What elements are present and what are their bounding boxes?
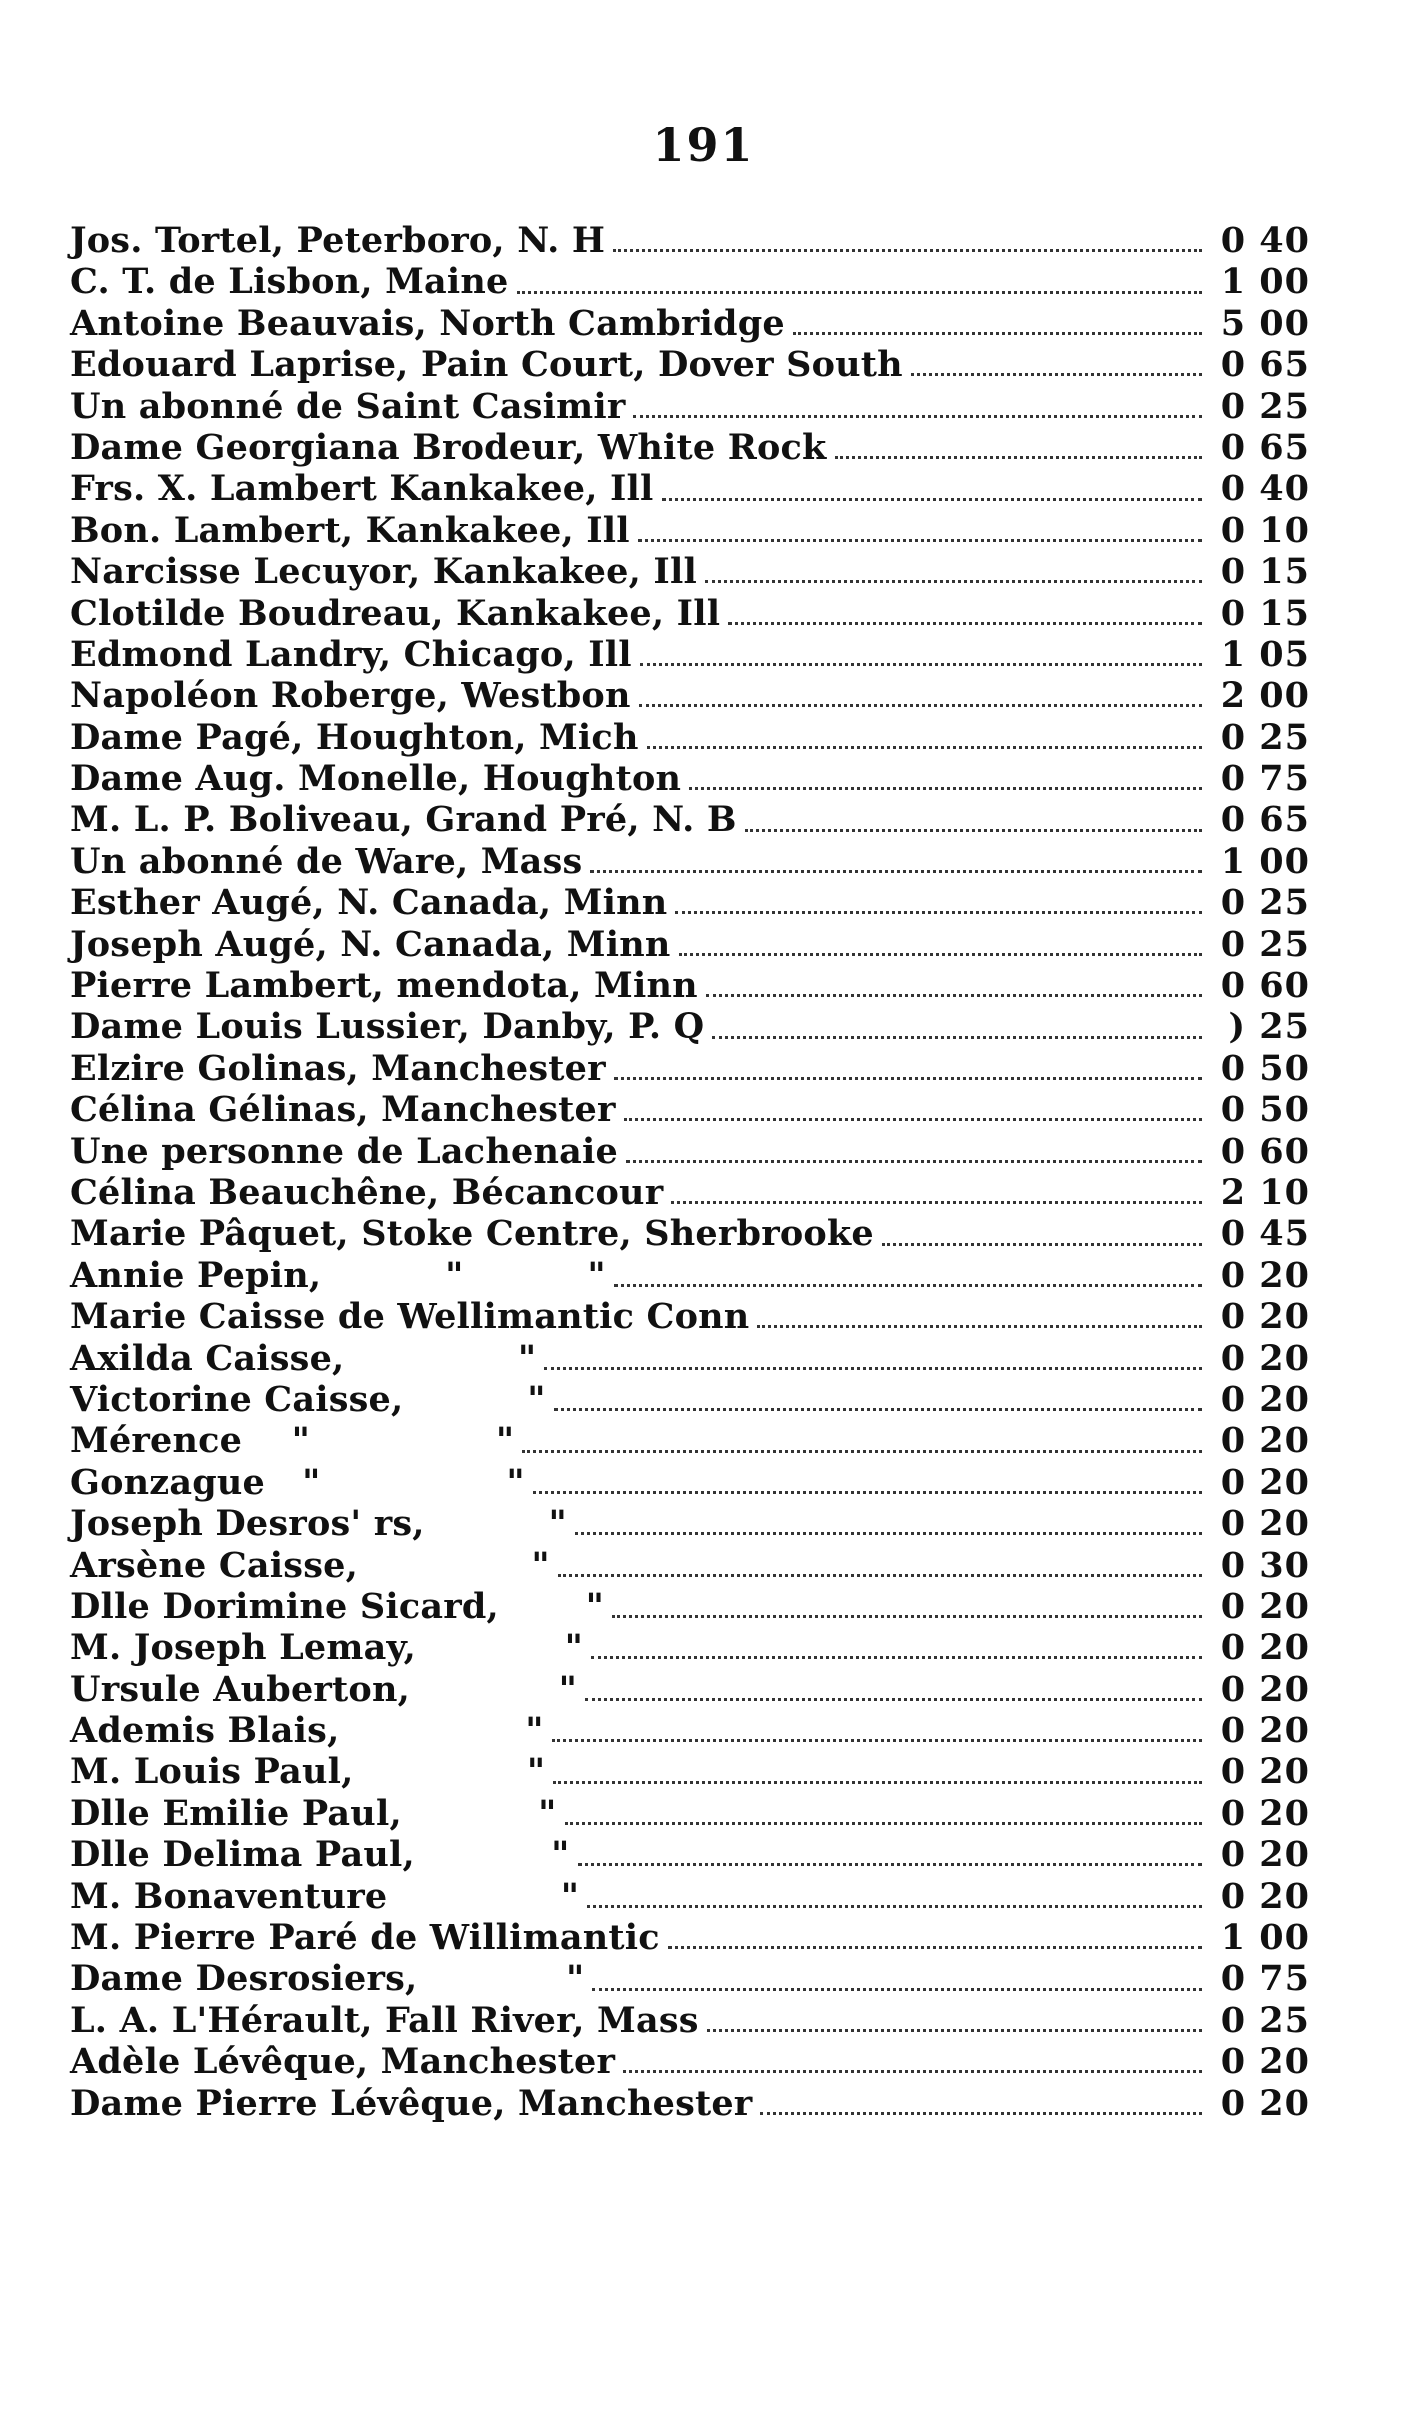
dot-leader [662, 498, 1202, 501]
entry-name: Victorine Caisse, " [70, 1378, 546, 1420]
entry-amount: 0 50 [1220, 1089, 1310, 1131]
entry-amount: 0 20 [1220, 1420, 1310, 1462]
entry-amount: 0 20 [1220, 1378, 1310, 1420]
list-item [70, 510, 1310, 551]
entry-amount: 0 30 [1220, 1544, 1310, 1586]
list-item [70, 1089, 1310, 1130]
entry-name: Clotilde Boudreau, Kankakee, Ill [70, 592, 721, 634]
entry-amount: 0 25 [1220, 385, 1310, 427]
dot-leader [647, 746, 1202, 749]
entry-name: C. T. de Lisbon, Maine [70, 261, 509, 303]
dot-leader [624, 1118, 1202, 1121]
subscription-list [70, 220, 1310, 2124]
entry-name: Elzire Golinas, Manchester [70, 1047, 606, 1089]
list-item [70, 386, 1310, 427]
entry-name: Esther Augé, N. Canada, Minn [70, 882, 668, 924]
entry-name: Dame Pierre Lévêque, Manchester [70, 2082, 753, 2124]
dot-leader [565, 1822, 1202, 1825]
list-item [70, 2083, 1310, 2124]
list-item [70, 1462, 1310, 1503]
entry-name: Ursule Auberton, " [70, 1668, 578, 1710]
entry-name: Arsène Caisse, " [70, 1544, 550, 1586]
dot-leader [585, 1698, 1202, 1701]
list-item [70, 634, 1310, 675]
entry-name: Edouard Laprise, Pain Court, Dover South [70, 344, 903, 386]
entry-amount: 0 20 [1220, 1627, 1310, 1669]
entry-amount: 0 20 [1220, 1875, 1310, 1917]
dot-leader [793, 332, 1202, 335]
list-item [70, 1296, 1310, 1337]
entry-name: Joseph Desros' rs, " [70, 1503, 567, 1545]
entry-name: Dlle Emilie Paul, " [70, 1792, 557, 1834]
dot-leader [882, 1243, 1202, 1246]
dot-leader [911, 373, 1202, 376]
entry-name: Napoléon Roberge, Westbon [70, 675, 631, 717]
list-item [70, 1545, 1310, 1586]
entry-amount: 0 20 [1220, 1337, 1310, 1379]
dot-leader [614, 1077, 1202, 1080]
list-item [70, 675, 1310, 716]
entry-amount: 0 75 [1220, 1958, 1310, 2000]
list-item [70, 1503, 1310, 1544]
list-item [70, 799, 1310, 840]
dot-leader [835, 456, 1203, 459]
list-item [70, 468, 1310, 509]
entry-amount: 1 00 [1220, 840, 1310, 882]
dot-leader [638, 539, 1202, 542]
entry-name: Axilda Caisse, " [70, 1337, 537, 1379]
entry-amount: 0 65 [1220, 799, 1310, 841]
list-item [70, 1131, 1310, 1172]
entry-amount: 0 20 [1220, 1751, 1310, 1793]
dot-leader [633, 415, 1202, 418]
entry-name: Dlle Dorimine Sicard, " [70, 1585, 605, 1627]
entry-name: Gonzague " " [70, 1461, 525, 1503]
entry-name: Célina Gélinas, Manchester [70, 1089, 616, 1131]
dot-leader [553, 1781, 1202, 1784]
list-item [70, 1627, 1310, 1668]
dot-leader [587, 1905, 1202, 1908]
dot-leader [639, 704, 1202, 707]
list-item [70, 924, 1310, 965]
entry-amount: 2 00 [1220, 675, 1310, 717]
list-item [70, 1876, 1310, 1917]
dot-leader [728, 622, 1202, 625]
entry-amount: 0 20 [1220, 1710, 1310, 1752]
dot-leader [668, 1946, 1202, 1949]
entry-amount: 0 40 [1220, 468, 1310, 510]
entry-name: M. L. P. Boliveau, Grand Pré, N. B [70, 799, 737, 841]
dot-leader [544, 1367, 1202, 1370]
dot-leader [612, 1615, 1202, 1618]
entry-name: Jos. Tortel, Peterboro, N. H [70, 220, 606, 261]
entry-amount: 1 05 [1220, 633, 1310, 675]
entry-amount: 0 20 [1220, 1834, 1310, 1876]
entry-amount: 0 20 [1220, 1792, 1310, 1834]
dot-leader [517, 291, 1202, 294]
entry-amount: 0 25 [1220, 923, 1310, 965]
list-item [70, 965, 1310, 1006]
entry-amount: 0 20 [1220, 1585, 1310, 1627]
entry-amount: 0 25 [1220, 1999, 1310, 2041]
entry-amount: 0 20 [1220, 1461, 1310, 1503]
entry-amount: 0 45 [1220, 1213, 1310, 1255]
entry-name: M. Pierre Paré de Willimantic [70, 1917, 660, 1959]
entry-amount: 0 65 [1220, 344, 1310, 386]
list-item [70, 1379, 1310, 1420]
dot-leader [522, 1450, 1202, 1453]
list-item [70, 344, 1310, 385]
dot-leader [707, 2029, 1202, 2032]
entry-amount: 0 50 [1220, 1047, 1310, 1089]
entry-amount: 0 40 [1220, 220, 1310, 261]
list-item [70, 1006, 1310, 1047]
dot-leader [552, 1739, 1202, 1742]
dot-leader [591, 1656, 1202, 1659]
entry-amount: 0 20 [1220, 1668, 1310, 1710]
entry-amount: ) 25 [1228, 1006, 1310, 1048]
list-item [70, 1213, 1310, 1254]
entry-amount: 0 20 [1220, 2082, 1310, 2124]
entry-name: Dame Pagé, Houghton, Mich [70, 716, 639, 758]
dot-leader [706, 994, 1202, 997]
entry-amount: 0 60 [1220, 1130, 1310, 1172]
entry-name: L. A. L'Hérault, Fall River, Mass [70, 1999, 699, 2041]
dot-leader [592, 1988, 1202, 1991]
list-item [70, 1048, 1310, 1089]
dot-leader [760, 2112, 1202, 2115]
entry-name: Une personne de Lachenaie [70, 1130, 618, 1172]
entry-name: Dame Georgiana Brodeur, White Rock [70, 426, 827, 468]
entry-amount: 5 00 [1220, 302, 1310, 344]
entry-amount: 0 75 [1220, 758, 1310, 800]
entry-name: Antoine Beauvais, North Cambridge [70, 302, 785, 344]
list-item [70, 303, 1310, 344]
dot-leader [705, 580, 1202, 583]
dot-leader [689, 787, 1202, 790]
entry-name: Un abonné de Saint Casimir [70, 385, 626, 427]
dot-leader [757, 1325, 1202, 1328]
dot-leader [558, 1574, 1202, 1577]
entry-name: M. Louis Paul, " [70, 1751, 546, 1793]
entry-amount: 1 00 [1220, 261, 1310, 303]
entry-amount: 2 10 [1220, 1171, 1310, 1213]
list-item [70, 220, 1310, 261]
entry-name: Frs. X. Lambert Kankakee, Ill [70, 468, 654, 510]
dot-leader [671, 1201, 1202, 1204]
list-item [70, 1958, 1310, 1999]
list-item [70, 427, 1310, 468]
dot-leader [554, 1408, 1202, 1411]
list-item [70, 1669, 1310, 1710]
dot-leader [712, 1036, 1202, 1039]
entry-amount: 0 20 [1220, 1296, 1310, 1338]
entry-name: Narcisse Lecuyor, Kankakee, Ill [70, 551, 697, 593]
entry-name: Pierre Lambert, mendota, Minn [70, 965, 698, 1007]
entry-name: Marie Pâquet, Stoke Centre, Sherbrooke [70, 1213, 874, 1255]
list-item [70, 1338, 1310, 1379]
entry-amount: 0 60 [1220, 965, 1310, 1007]
entry-name: M. Joseph Lemay, " [70, 1627, 584, 1669]
entry-name: Annie Pepin, " " [70, 1254, 606, 1296]
list-item [70, 1420, 1310, 1461]
list-item [70, 1793, 1310, 1834]
entry-name: Dame Aug. Monelle, Houghton [70, 758, 682, 800]
dot-leader [613, 249, 1202, 252]
list-item [70, 1586, 1310, 1627]
dot-leader [675, 911, 1202, 914]
entry-amount: 0 20 [1220, 1503, 1310, 1545]
entry-name: Edmond Landry, Chicago, Ill [70, 633, 632, 675]
entry-name: Dlle Delima Paul, " [70, 1834, 570, 1876]
entry-amount: 0 20 [1220, 2041, 1310, 2083]
list-item [70, 2041, 1310, 2082]
entry-name: Joseph Augé, N. Canada, Minn [70, 923, 671, 965]
list-item [70, 1710, 1310, 1751]
list-item [70, 1751, 1310, 1792]
entry-name: Ademis Blais, " [70, 1710, 544, 1752]
list-item [70, 758, 1310, 799]
entry-amount: 0 20 [1220, 1254, 1310, 1296]
entry-amount: 0 10 [1220, 509, 1310, 551]
list-item [70, 1172, 1310, 1213]
dot-leader [626, 1160, 1202, 1163]
dot-leader [679, 953, 1202, 956]
entry-amount: 0 15 [1220, 551, 1310, 593]
dot-leader [614, 1284, 1202, 1287]
entry-amount: 0 65 [1220, 426, 1310, 468]
dot-leader [533, 1491, 1202, 1494]
entry-name: Bon. Lambert, Kankakee, Ill [70, 509, 630, 551]
entry-name: Un abonné de Ware, Mass [70, 840, 583, 882]
dot-leader [623, 2070, 1202, 2073]
entry-name: Dame Louis Lussier, Danby, P. Q [70, 1006, 705, 1048]
page-number: 191 [652, 118, 755, 172]
entry-name: Marie Caisse de Wellimantic Conn [70, 1296, 750, 1338]
dot-leader [590, 870, 1202, 873]
list-item [70, 882, 1310, 923]
dot-leader [575, 1532, 1202, 1535]
dot-leader [745, 829, 1202, 832]
list-item [70, 1917, 1310, 1958]
entry-name: M. Bonaventure " [70, 1875, 580, 1917]
entry-amount: 0 15 [1220, 592, 1310, 634]
list-item [70, 717, 1310, 758]
list-item [70, 261, 1310, 302]
entry-amount: 1 00 [1220, 1917, 1310, 1959]
dot-leader [578, 1863, 1202, 1866]
dot-leader [640, 663, 1202, 666]
entry-name: Célina Beauchêne, Bécancour [70, 1171, 664, 1213]
list-item [70, 551, 1310, 592]
entry-name: Mérence " " [70, 1420, 515, 1462]
list-item [70, 841, 1310, 882]
list-item [70, 1255, 1310, 1296]
list-item [70, 593, 1310, 634]
list-item [70, 2000, 1310, 2041]
entry-amount: 0 25 [1220, 716, 1310, 758]
list-item [70, 1834, 1310, 1875]
entry-name: Dame Desrosiers, " [70, 1958, 585, 2000]
entry-amount: 0 25 [1220, 882, 1310, 924]
entry-name: Adèle Lévêque, Manchester [70, 2041, 616, 2083]
